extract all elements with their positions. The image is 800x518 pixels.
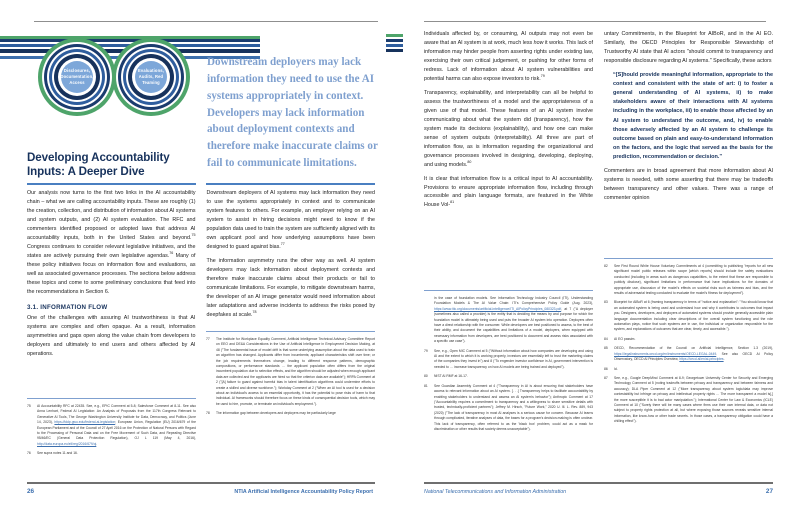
footnote-text: Blueprint for AIBoR at 6 (framing transparency in terms of "notice and explanation": "You should know that an automated system is being used and understand how and why it contributes to outcomes that impact you. Designers, developers, and deployers of automated systems should provide generally accessible plain language documentation including clear descriptions of the overall system functioning and the role automation plays, notice that such systems are in use, the individual or organization responsible for the system, and explanations of outcomes that are clear, timely, and accessible."). <box>614 300 773 332</box>
paragraph: It is clear that information flow is a critical input to AI accountability. Provisions to ensure appropriate information flow, including through accessible and plain language formats, are featured in the White House Vol-$^{81}$ <box>424 175 593 209</box>
footnote-text: The information gap between developers and deployers may be particularly large <box>216 411 336 416</box>
stripe-navy-2 <box>386 49 403 52</box>
footnote-ref-75: 75 <box>191 233 196 238</box>
footnote-item <box>27 451 196 456</box>
paragraph: Our analysis now turns to the first two links in the AI accountability chain – what we are calling accountability inputs. These are roughly (1) the creation, collection, and distribution of information about AI systems and system outputs, and (2) AI system evaluation. The RFC and commenters identified proposed or adopted laws that address AI accountability inputs, both in the United States and beyond.$^{75}$ Congress continues to consider relevant legislative initiatives, and the states are actively pursuing their own legislative agendas.$^{76}$ Many of these policy initiatives focus on information flow and evaluations, as well as associated governance processes. The sections below address these topics and come to some preliminary conclusions that feed into the recommendations in Section 6. <box>27 190 196 295</box>
concentric-circle-disclosures <box>38 38 116 116</box>
footnote-text: AI EO passim. <box>614 336 636 341</box>
footnote-divider-left-1 <box>27 398 196 399</box>
footnote-text: See, e.g., Google DeepMind Comment at 8-9; Georgetown University Center for Security and Emerging Technology Comment at 5 (noting tradeoffs between privacy and transparency and between fairness and accuracy); DLA Piper Comment at 12 ("More transparency about system logic/data may improve contestability but infringe on privacy and intellectual property rights … The more transparent a model is[,] the more susceptible it is to bad actor manipulation."); International Center for Law & Economics (ICLE) Comment at 10 ("Surely there will be many cases where firms use their own internal data, or data not subject to property rights protection at all, but where exposing those sources reveals sensitive internal information, like know-how or other trade secrets. In those cases, a transparency obligation could have a chilling effect"). <box>614 375 773 424</box>
footnotes-left-col1 <box>27 404 196 461</box>
footnote-text: in the case of foundation models. See Information Technology Industry Council (ITI), Understanding Foundation Models & The AI Value Chain: ITI's Comprehensive Policy Guide (Aug. 2023), https://www.itic.org/documents/artificial-intelligence/ITI_AIPolicyPrinciples_080323.pdf, at 7 ("A deployer (sometimes also called a provider) is the entity that is deciding the means by and purpose for which the foundation model is ultimately being used and puts the broader AI system into operation. Deployers often have a direct relationship with the consumer. While developers are best positioned to assess, to the best of their ability, and document the capabilities and limitations of a model, deployers, when equipped with necessary information from developers, are best positioned to document and assess risks associated with a specific use case"). <box>434 296 593 344</box>
paragraph: Individuals affected by, or consuming, AI outputs may not even be aware that an AI system is at work, much less how it works. This lack of information may hinder people from asserting rights under existing law, exercising their own critical judgement, or pushing for other forms of redress. Lack of information about AI system vulnerabilities and potential harms can also expose investors to risk.$^{79}$ <box>424 31 593 82</box>
footer-rule-left <box>27 482 375 484</box>
body-columns-right <box>424 30 773 210</box>
footnote-ref-78: 78 <box>252 309 257 314</box>
decorative-stripe-right <box>386 34 403 52</box>
footnote-item <box>604 367 773 372</box>
footnote-item <box>604 300 773 332</box>
top-rule-left <box>34 21 378 22</box>
footnote-divider-right-2 <box>604 258 773 259</box>
footnote-item <box>424 349 593 371</box>
footnote-ref-81: 81 <box>450 200 455 205</box>
footnote-ref-77: 77 <box>280 242 285 247</box>
footnote-number: 83 <box>604 300 608 305</box>
footnote-text: NIST AI RMF at 16-17. <box>434 374 468 379</box>
footer-rule-right <box>424 482 773 484</box>
footnote-number: 82 <box>604 264 608 268</box>
pull-quote: Downstream deployers may lack information they need to use the AI systems appropriately in context. Developers may lack information about deployment contexts and therefore make inaccurate claims or fail to communicate limitations. <box>207 56 378 170</box>
footnote-item <box>424 296 593 345</box>
footnote-number: 84 <box>604 336 608 341</box>
footnote-item <box>604 376 773 425</box>
paragraph: The information asymmetry runs the other way as well. AI system developers may lack information about deployment contexts and therefore make inaccurate claims about their products or fail to communicate limitations. For example, to mitigate downstream harms, the developer of an AI image generator would need information about later adaptations and adverse incidents to address the risks posed by deepfakes at scale.$^{78}$ <box>206 257 375 318</box>
paragraph: Downstream deployers of AI systems may lack information they need to use the systems appropriately in context and to communicate system features to others. For example, an employer relying on an AI system to assist in hiring decisions might need to know if the population data used to train the system are sufficiently aligned with its own applicant pool and how underlying assumptions have been designed to guard against bias.$^{77}$ <box>206 190 375 250</box>
footnote-link[interactable]: https://legalinstruments.oecd.org/en/instruments/OECD-LEGAL-0449 <box>614 351 717 356</box>
footnote-text: See First Round White House Voluntary Commitments at 4 (committing to publishing "reports for all new significant model public releases within scope [which reports] should include the safety evaluations conducted (including in areas such as dangerous capabilities, to the extent that these are responsible to publicly disclose), significant limitations in performance that have implications for the domains of appropriate use, discussion of the model's effects on societal risks such as fairness and bias, and the results of adversarial testing conducted to evaluate the model's fitness for deployment"). <box>614 264 773 296</box>
footnote-ref-76: 76 <box>169 251 174 255</box>
footnote-number: 80 <box>424 374 428 379</box>
footnote-item <box>604 337 773 342</box>
footnote-number: 79 <box>424 348 428 353</box>
footnote-number: 85 <box>604 346 608 351</box>
footnote-number: 77 <box>206 337 210 341</box>
footer-title-right: National Telecommunications and Information Administration <box>424 489 567 495</box>
block-quote-oecd: “[S]hould provide meaningful information, appropriate to the context and consistent with the state of art: i) to foster a general understanding of AI systems, ii) to make stakeholders aware of their interactions with AI systems including in the workplace, iii) to enable those affected by an AI system to understand the outcome, and, iv) to enable those adversely affected by an AI system to challenge its outcome based on plain and easy-to-understand information on the factors, and the logic that served as the basis for the prediction, recommendation or decision.” <box>613 71 773 160</box>
paragraph: Commenters are in broad agreement that more information about AI systems is needed, with some asserting that there may be tradeoffs between transparency and other values. There was a range of commenter opinion <box>604 168 773 202</box>
footer-title-left: NTIA Artificial Intelligence Accountability Policy Report <box>234 489 373 495</box>
footnote-link[interactable]: http://data.europa.eu/eli/reg/2016/679/oj <box>37 441 97 446</box>
footnote-item <box>424 374 593 379</box>
footnote-divider-left-2 <box>206 331 375 332</box>
footnote-number: 86 <box>604 366 608 371</box>
column-left-1 <box>27 189 196 358</box>
footnote-text: See Guardian Assembly Comment at 4 ("Transparency in AI is about ensuring that stakeholders have access to relevant information about an AI system. [. . .] Transparency helps to facilitate accountability by enabling stakeholders to understand and assess an AI system's behavior"); Anthropic Comment at 17 ("Accountability requires a commitment to transparency and a willingness to share sensitive details with trusted, technically-proficient partners"); Jeffrey M. Hirsch, "Future Work," 2020 U. Ill. L. Rev. 889, 943 (2020) ("The lack of transparency in most AI analyses is a serious cause for concern. Because AI learns through complicated, iterative analyses of data, the bases for a program's decision-making is often unclear. This lack of transparency, often referred to as the 'black box' problem, could act as a mask for discrimination or other results that society deems unacceptable"). <box>434 383 593 431</box>
paragraph: One of the challenges with assuring AI trustworthiness is that AI systems are complex and often opaque. As a result, information asymmetries and gaps open along the value chain from developers to deployers and ultimately to end users and others affected by AI operations. <box>27 314 196 357</box>
footnote-text: AI Accountability RFC at 22435. See, e.g., EPIC Comment at 5-8; Salesforce Comment at 8-11. See also Anna Lenhart, Federal AI Legislation: An Analysis of Proposals from the 117th Congress Relevant to Generative AI Tools, The George Washington University Institute for Data, Democracy, and Politics (June 14, 2023), https://iddp.gwu.edu/federal-ai-legislation; European Union, Regulation (EU) 2016/679 of the European Parliament and of the Council of 27 April 2016 on the Protection of Natural Persons with Regard to the Processing of Personal Data and on the Free Movement of Such Data, and Repealing Directive 95/46/EC (General Data Protection Regulation), OJ L 119 (May 4, 2016), http://data.europa.eu/eli/reg/2016/679/oj. <box>37 404 196 446</box>
footnote-text: See supra notes 11 and 16. <box>37 451 78 456</box>
footnote-divider-right-1 <box>424 290 593 291</box>
footnote-text: See, e.g., Open MIC Comment at 5 ("Without information about how companies are developing and using AI and the extent to which it is working properly, investors are essentially left to trust the marketing claims of the companies they invest in") and 8 ("To engender investor confidence in AI, government intervention is needed to … increase transparency on how AI models are being trained and deployed"). <box>434 348 593 369</box>
top-rule-right <box>424 21 766 22</box>
footnote-ref-79: 79 <box>540 74 545 79</box>
page-number-left: 26 <box>27 488 35 495</box>
footnote-link[interactable]: https://iddp.gwu.edu/federal-ai-legislation <box>54 420 116 425</box>
footnote-item <box>424 384 593 433</box>
footnote-text: The Institute for Workplace Equality Comment, Artificial Intelligence Technical Advisory Committee Report on EEO and DE&A Considerations in the Use of Artificial Intelligence in Employment Decision Making, at 48 ("The fundamental issue of model drift is that some underlying assumption about the data used to train an algorithm has changed. Applicants differ from incumbents; applicant characteristics shift over time; or the job requirements themselves change, leading to different response patterns, demographic compositions, or performance standards … the applicant population often differs from the original incumbent population due to selection effects, and the algorithm should be adjusted when enough applicant data are collected and the applicants are hired so that the criterion data are available"); HRPA Comment at 2 ("[A] failure to guard against harmful bias in talent identification algorithms could undermine efforts to create a skilled and diverse workforce."); Workday Comment at 2 ("When an AI tool is used for a decision about an individual's access to an essential opportunity, it has the potential to pose risks of harm to that individual. AI frameworks should therefore focus on these kinds of consequential decision tools, which may be used to hire, promote, or terminate an individual's employment."). <box>216 337 375 406</box>
footnote-text: OECD, Recommendation of the Council on Artificial Intelligence, Section 1.3 (2019), https://legalinstruments.oecd.org/en/instruments/OECD-LEGAL-0449. See also OECD AI Policy Observatory, OECD AI Principles Overview, https://oecd.ai/en/ai-principles. <box>614 346 773 362</box>
footnote-item <box>27 404 196 447</box>
body-columns-left <box>27 189 375 358</box>
footnotes-right-col1 <box>424 296 593 436</box>
emphasis-how: how <box>533 39 544 46</box>
footnote-link[interactable]: https://oecd.ai/en/ai-principles <box>679 357 724 362</box>
footnote-number: 81 <box>424 383 428 388</box>
page-number-right: 27 <box>765 488 773 495</box>
footnote-link[interactable]: https://www.itic.org/documents/artificial-intelligence/ITI_AIPolicyPrinciples_080323.pdf <box>434 306 562 311</box>
footnote-item <box>604 346 773 362</box>
page-title: Developing Accountability Inputs: A Deeper Dive <box>27 151 170 179</box>
footnote-text: Id. <box>614 366 618 371</box>
circle-label-evaluations: Evaluations, Audits, Red Teaming <box>135 61 167 93</box>
footnotes-left-col2 <box>206 337 375 421</box>
footnote-item <box>206 411 375 416</box>
column-rule-left-1 <box>27 183 196 185</box>
paragraph: Transparency, explainability, and interpretability can all be helpful to assess the trustworthiness of a model and the appropriateness of a given use of that model. These features of an AI system involve communicating about what the system did (transparency), how the system made its decisions (explainability), and how one can make sense of system outputs (interpretability). All three are part of information flow, as is information regarding the organizational and governance processes involved in designing, developing, deploying, and using models.$^{80}$ <box>424 89 593 168</box>
subsection-heading: 3.1. INFORMATION FLOW <box>27 303 108 311</box>
footnote-item <box>206 337 375 407</box>
footnote-number <box>424 296 431 345</box>
footnote-ref-80: 80 <box>467 159 472 164</box>
footnote-number: 75 <box>27 404 31 408</box>
footnotes-right-col2 <box>604 264 773 429</box>
concentric-circle-evaluations <box>112 38 190 116</box>
column-left-2 <box>207 189 376 358</box>
footnote-number: 76 <box>27 451 31 456</box>
column-right-2 <box>604 30 773 210</box>
footnote-number: 87 <box>604 375 608 380</box>
paragraph: untary Commitments, in the Blueprint for AIBoR, and in the AI EO. Similarly, the OECD Principles for Responsible Stewardship of Trustworthy AI state that AI actors "should commit to transparency and responsible disclosure regarding AI systems." Specifically, these actors <box>604 31 773 64</box>
footnote-number: 78 <box>206 411 210 416</box>
footnote-item <box>604 264 773 296</box>
circle-label-disclosures: Disclosures, Documentation, Access <box>61 61 93 93</box>
column-right-1 <box>424 30 593 210</box>
column-rule-left-2 <box>206 183 375 185</box>
